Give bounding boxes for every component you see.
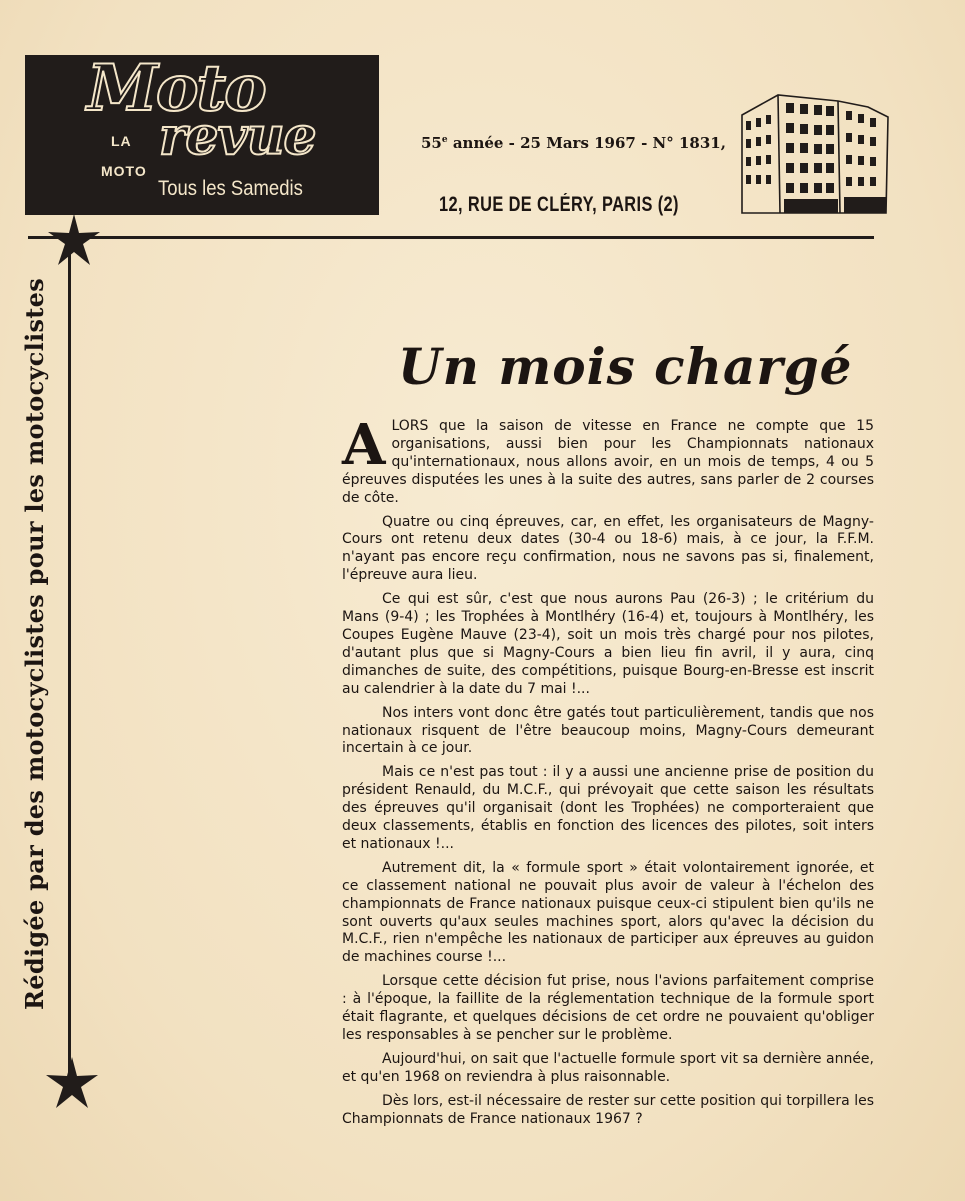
article-paragraph: Lorsque cette décision fut prise, nous l'avions parfaitement comprise : à l'époque, la faillite de la réglementation technique de la formule sport était flagrante, et quelques décisions de cet ordre ne pouvaient qu'obliger les responsables à se pencher sur le problème. <box>342 973 874 1043</box>
masthead-logo <box>25 51 379 215</box>
logo-la-text: LA <box>111 133 132 149</box>
top-divider-rule <box>28 236 874 239</box>
issue-date-number: année - 25 Mars 1967 - N° 1831, <box>447 134 726 152</box>
vertical-slogan: Rédigée par des motocyclistes pour les motocyclistes <box>20 277 49 1010</box>
article-paragraph: Quatre ou cinq épreuves, car, en effet, les organisateurs de Magny-Cours ont retenu deux dates (30-4 ou 18-6) mais, à ce jour, la F.F.M. n'ayant pas encore reçu confirmation, nous ne savons pas si, finalement, l'épreuve aura lieu. <box>342 513 874 584</box>
article-paragraph: Nos inters vont donc être gatés tout particulièrement, tandis que nos nationaux risquent de l'être beaucoup moins, Magny-Cours demeurant incertain à ce jour. <box>342 704 874 757</box>
issue-info <box>421 134 726 152</box>
article-title: Un mois chargé <box>398 337 853 396</box>
article-paragraph: Autrement dit, la « formule sport » était volontairement ignorée, et ce classement national ne pouvait plus avoir de valeur à l'échelon des championnats de France nationaux puisque ceux-ci stipulent bien qu'ils ne sont ouverts qu'aux seules machines sport, alors qu'avec la décision du M.C.F., rien n'empêche les nationaux de participer aux épreuves au guidon de machines course !... <box>342 859 874 966</box>
article-paragraph: Dès lors, est-il nécessaire de rester sur cette position qui torpillera les Championnats de France nationaux 1967 ? <box>342 1092 874 1127</box>
publisher-address: 12, RUE DE CLÉRY, PARIS (2) <box>439 193 679 216</box>
article-paragraph: Mais ce n'est pas tout : il y a aussi une ancienne prise de position du président Renauld, du M.C.F., qui prévoyait que cette saison les résultats des épreuves qu'il organisait (dont les Trophées) ne comporteraient que deux classements, établis en fonction des licences des pilotes, soit inters et nationaux !... <box>342 764 874 852</box>
article-body <box>342 412 874 1135</box>
logo-moto-small-text: MOTO <box>101 163 147 179</box>
drop-cap: A <box>342 412 386 478</box>
article-paragraph: Aujourd'hui, on sait que l'actuelle formule sport vit sa dernière année, et qu'en 1968 on reviendra à plus raisonnable. <box>342 1050 874 1085</box>
logo-revue-text: revue <box>159 106 316 167</box>
logo-moto-text: Moto <box>87 51 265 126</box>
article-paragraph: Ce qui est sûr, c'est que nous aurons Pau (26-3) ; le critérium du Mans (9-4) ; les Trophées à Montlhéry (16-4) et, toujours à Montlhéry, les Coupes Eugène Mauve (23-4), soit un mois très chargé pour nos pilotes, d'autant plus que si Magny-Cours a bien lieu fin avril, il y aura, cinq dimanches de suite, des compétitions, puisque Bourg-en-Bresse est inscrit au calendrier à la date du 7 mai !... <box>342 591 874 697</box>
star-ornament-icon <box>46 212 102 268</box>
article-paragraph <box>342 412 874 508</box>
star-ornament-icon <box>44 1055 100 1111</box>
article-paragraph-text: LORS que la saison de vitesse en France ne compte que 15 organisations, aussi bien pour les Championnats nationaux qu'internationaux, nous allons avoir, en un mois de temps, 4 ou 5 épreuves disputées les unes à la suite des autres, sans parler de 2 courses de côte. <box>342 418 874 506</box>
edition-suffix: e <box>441 135 448 145</box>
left-divider-rule <box>68 238 71 1078</box>
tagline: Tous les Samedis <box>158 177 303 200</box>
edition-number: 55 <box>421 134 442 152</box>
building-illustration-icon <box>738 87 894 215</box>
